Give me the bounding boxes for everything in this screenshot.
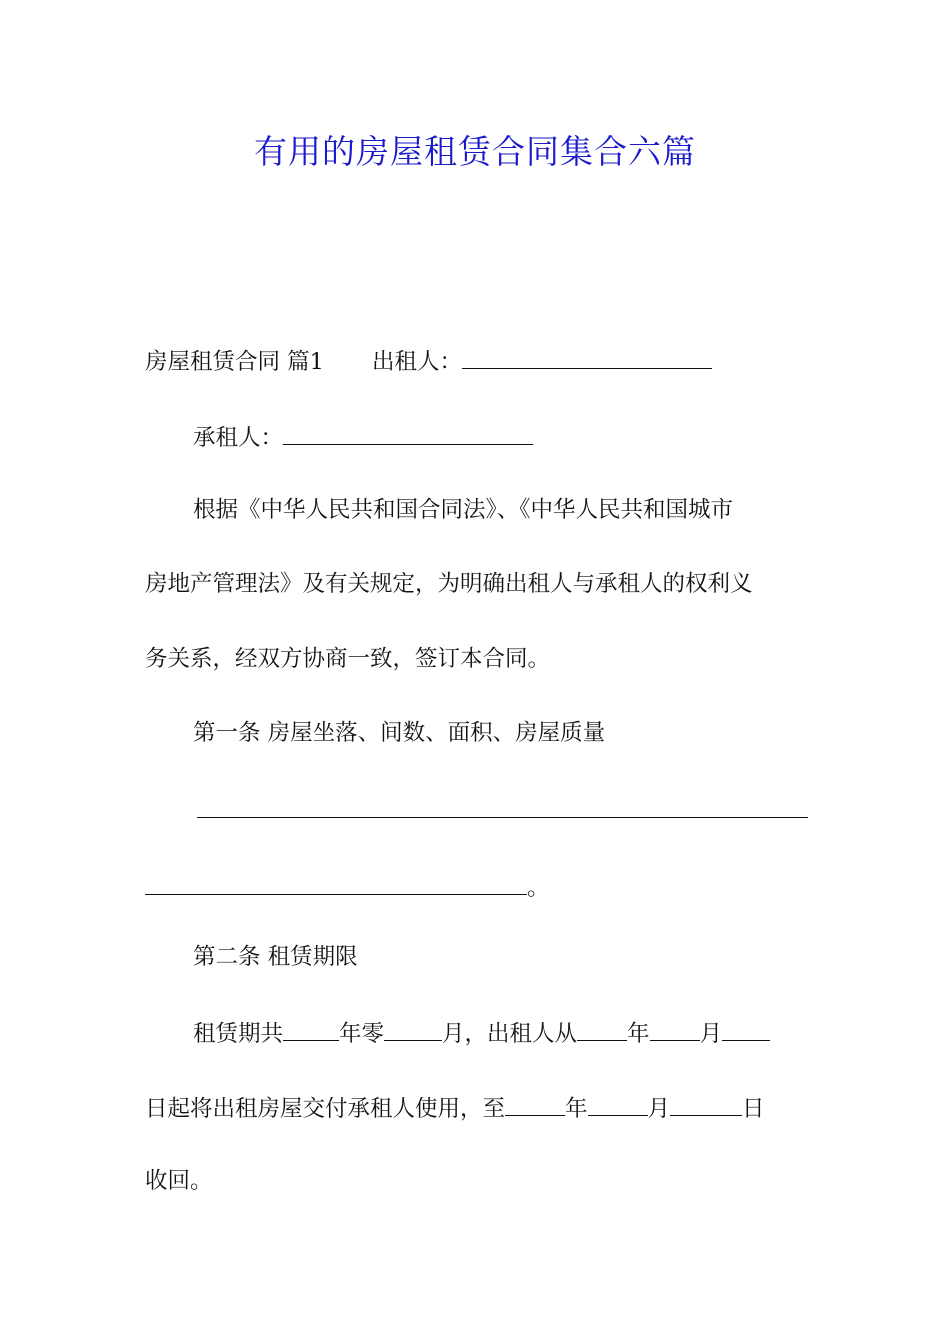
start-month-blank bbox=[650, 1016, 700, 1041]
term-text-9: 日 bbox=[742, 1096, 765, 1122]
term-text-2: 年零 bbox=[339, 1021, 385, 1047]
section-label: 房屋租赁合同 篇1 bbox=[145, 349, 324, 375]
lessee-blank bbox=[283, 420, 533, 445]
article-2-line-1 bbox=[193, 1016, 858, 1050]
lessee-label: 承租人： bbox=[193, 425, 284, 451]
article-2-heading: 第二条 租赁期限 bbox=[193, 944, 358, 970]
article-2-line-3: 收回。 bbox=[145, 1168, 213, 1194]
article-1-blank-line-1 bbox=[197, 817, 808, 818]
article-2-line-2 bbox=[145, 1091, 810, 1125]
preamble-line-2: 房地产管理法》及有关规定，为明确出租人与承租人的权利义 bbox=[145, 571, 753, 597]
term-text-3: 月，出租人从 bbox=[442, 1021, 578, 1047]
term-months-blank bbox=[384, 1016, 442, 1041]
lessor-blank bbox=[462, 344, 712, 369]
article-1-period: 。 bbox=[527, 875, 550, 901]
term-text-7: 年 bbox=[565, 1096, 588, 1122]
lessor-label: 出租人： bbox=[371, 349, 462, 375]
term-text-1: 租赁期共 bbox=[193, 1021, 284, 1047]
term-text-5: 月 bbox=[699, 1021, 723, 1047]
end-month-blank bbox=[588, 1091, 648, 1116]
document-title: 有用的房屋租赁合同集合六篇 bbox=[254, 132, 696, 171]
article-1-heading: 第一条 房屋坐落、间数、面积、房屋质量 bbox=[193, 720, 606, 746]
lessee-line bbox=[193, 420, 858, 454]
preamble-line-1: 根据《中华人民共和国合同法》、《中华人民共和国城市 bbox=[193, 497, 734, 523]
start-day-blank bbox=[722, 1016, 770, 1041]
end-year-blank bbox=[505, 1091, 565, 1116]
article-1-blank bbox=[145, 870, 527, 895]
term-text-4: 年 bbox=[627, 1021, 650, 1047]
article-1-blank-line-2 bbox=[145, 870, 810, 904]
term-years-blank bbox=[283, 1016, 339, 1041]
term-text-6: 日起将出租房屋交付承租人使用，至 bbox=[145, 1096, 506, 1122]
preamble-line-3: 务关系，经双方协商一致，签订本合同。 bbox=[145, 646, 551, 672]
contract-header-line bbox=[145, 344, 810, 378]
term-text-8: 月 bbox=[647, 1096, 671, 1122]
start-year-blank bbox=[577, 1016, 627, 1041]
end-day-blank bbox=[670, 1091, 742, 1116]
